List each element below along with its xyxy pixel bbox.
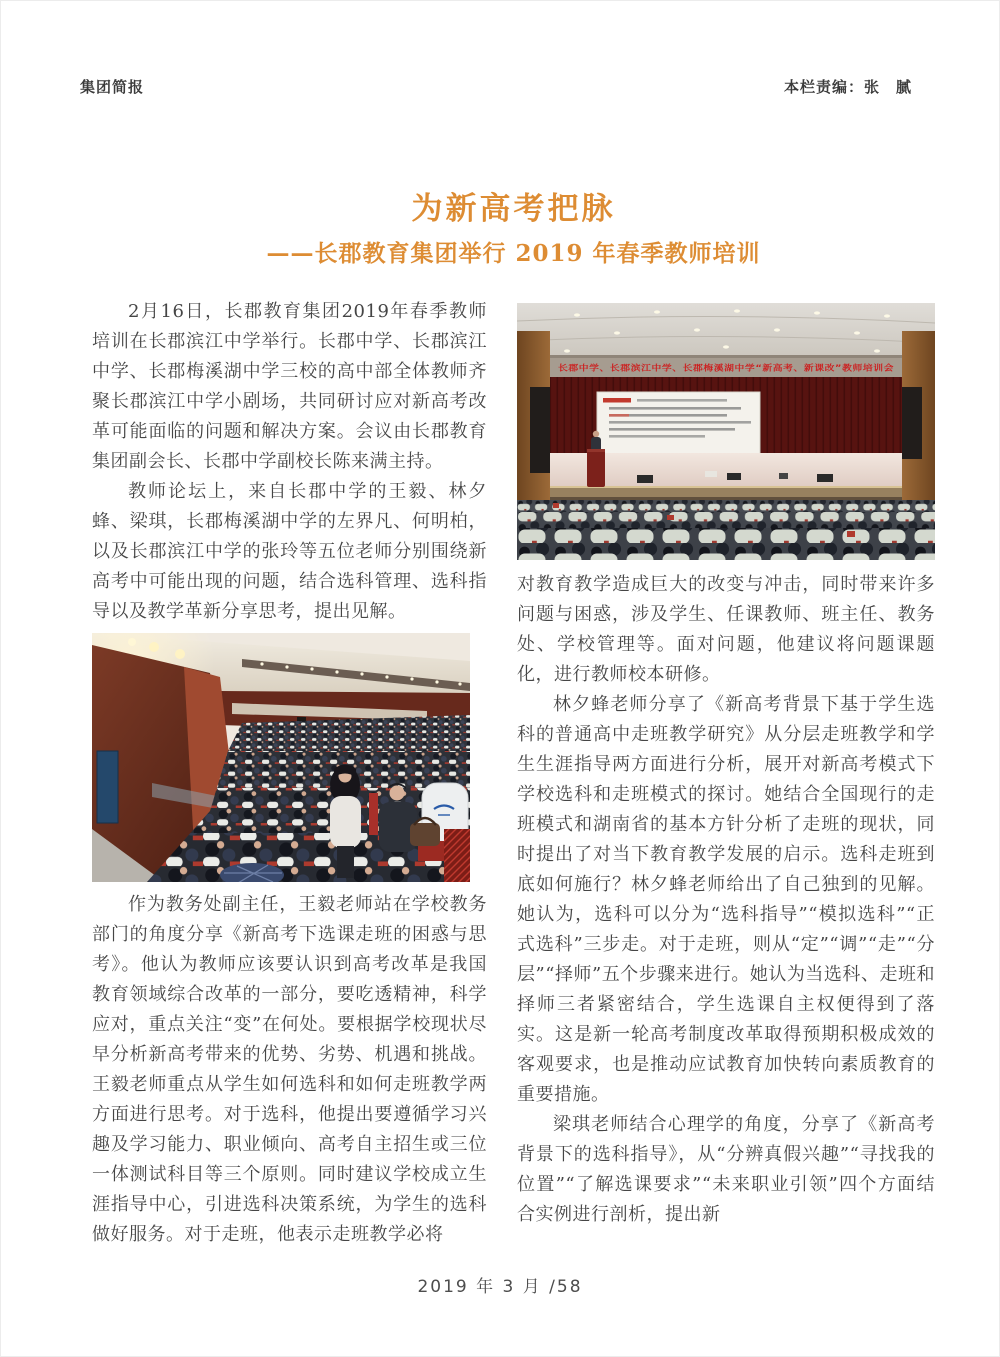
body-paragraph: 作为教务处副主任，王毅老师站在学校教务部门的角度分享《新高考下选课走班的困惑与思考》。他认为教师应该要认识到高考改革是我国教育领域综合改革的一部分，要吃透精神，科学应对，重点关注“变”在何处。要根据学校现状尽早分析新高考带来的优势、劣势、机遇和挑战。王毅老师重点从学生如何选科和如何走班教学两方面进行思考。对于选科，他提出要遵循学习兴趣及学习能力、职业倾向、高考自主招生或三位一体测试科目等三个原则。同时建议学校成立生涯指导中心，引进选科决策系统，为学生的选科做好服务。对于走班，他表示走班教学必将: [92, 894, 487, 1245]
article-title: 为新高考把脉: [411, 191, 616, 227]
left-column: [92, 297, 487, 1250]
page-header: [80, 76, 912, 97]
stage-photo: [517, 303, 935, 560]
page-footer: [0, 1272, 1000, 1297]
header-section-label: 集团简报: [80, 78, 145, 96]
right-column: [517, 297, 935, 1230]
article-subtitle: ——长郡教育集团举行 2019 年春季教师培训: [266, 240, 761, 267]
body-paragraph: 2月16日，长郡教育集团2019年春季教师培训在长郡滨江中学举行。长郡中学、长郡滨江中学、长郡梅溪湖中学三校的高中部全体教师齐聚长郡滨江中学小剧场，共同研讨应对新高考改革可能面临的问题和解决方案。会议由长郡教育集团副会长、长郡中学副校长陈来满主持。: [92, 301, 487, 472]
audience-photo: [92, 633, 470, 882]
body-paragraph: 教师论坛上，来自长郡中学的王毅、林夕蜂、梁琪，长郡梅溪湖中学的左界凡、何明柏，以及长郡滨江中学的张玲等五位老师分别围绕新高考中可能出现的问题，结合选科管理、选科指导以及教学革新分享思考，提出见解。: [92, 481, 487, 622]
header-editor-credit: 本栏责编：张 腻: [783, 78, 912, 96]
stage-banner-text: 长郡中学、长郡滨江中学、长郡梅溪湖中学“新高考、新课改”教师培训会: [558, 362, 895, 373]
body-paragraph: 对教育教学造成巨大的改变与冲击，同时带来许多问题与困惑，涉及学生、任课教师、班主任、教务处、学校管理等。面对问题，他建议将问题课题化，进行教师校本研修。: [517, 574, 935, 685]
body-paragraph: 林夕蜂老师分享了《新高考背景下基于学生选科的普通高中走班教学研究》从分层走班教学和学生生涯指导两方面进行分析，展开对新高考模式下学校选科和走班模式的探讨。她结合全国现行的走班模式和湖南省的基本方针分析了走班的现状，同时提出了对当下教育教学发展的启示。选科走班到底如何施行？林夕蜂老师给出了自己独到的见解。她认为，选科可以分为“选科指导”“模拟选科”“正式选科”三步走。对于走班，则从“定”“调”“走”“分层”“择师”五个步骤来进行。她认为当选科、走班和择师三者紧密结合，学生选课自主权便得到了落实。这是新一轮高考制度改革取得预期积极成效的客观要求，也是推动应试教育加快转向素质教育的重要措施。: [517, 694, 935, 1105]
body-paragraph: 梁琪老师结合心理学的角度，分享了《新高考背景下的选科指导》，从“分辨真假兴趣”“寻找我的位置”“了解选课要求”“未来职业引领”四个方面结合实例进行剖析，提出新: [517, 1114, 935, 1225]
page-number: 2019 年 3 月 ∕58: [417, 1277, 583, 1297]
audience-rows: [517, 500, 935, 560]
article-title-block: [92, 183, 935, 268]
projection-screen: [597, 392, 760, 458]
